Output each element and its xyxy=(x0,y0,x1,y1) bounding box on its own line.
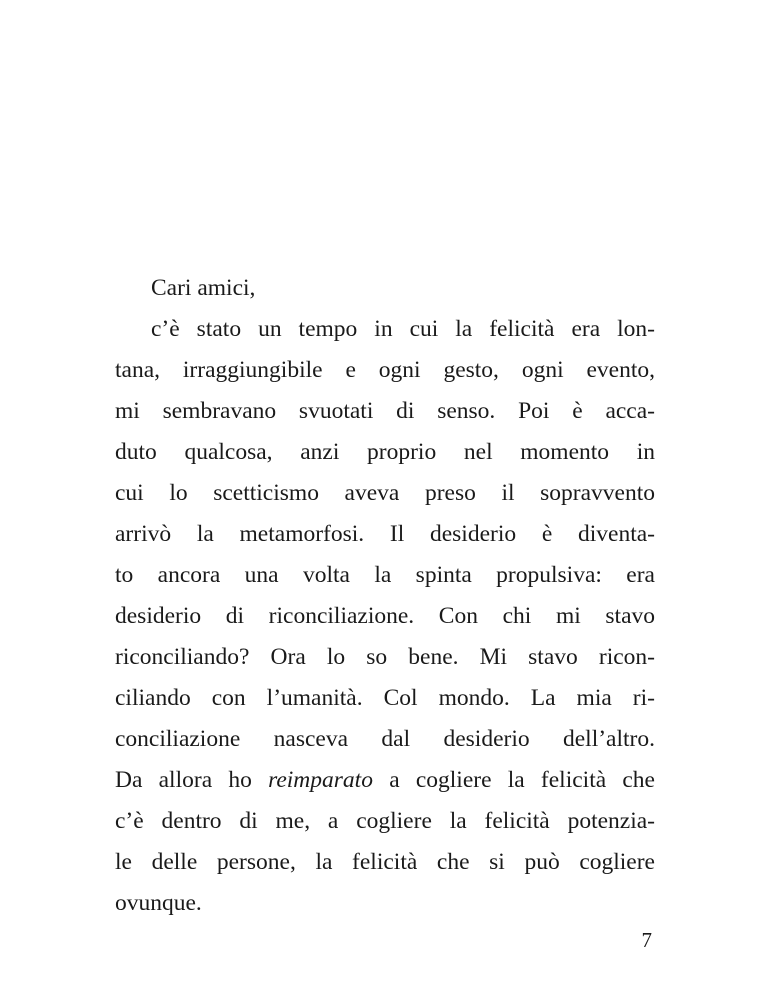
text-line-with-italic xyxy=(115,760,655,801)
body-text xyxy=(115,268,655,924)
text-line: ovunque. xyxy=(115,890,202,916)
text-line: c’è stato un tempo in cui la felicità era lon- xyxy=(151,316,655,342)
text-line: riconciliando? Ora lo so bene. Mi stavo ricon- xyxy=(115,644,655,670)
text-line: le delle persone, la felicità che si può cogliere xyxy=(115,849,655,875)
text-fragment: a cogliere la felicità che xyxy=(372,767,655,793)
salutation: Cari amici, xyxy=(151,275,256,301)
text-line: to ancora una volta la spinta propulsiva: era xyxy=(115,562,655,588)
text-line: desiderio di riconciliazione. Con chi mi stavo xyxy=(115,603,655,629)
text-line: duto qualcosa, anzi proprio nel momento in xyxy=(115,439,655,465)
text-line: c’è dentro di me, a cogliere la felicità potenzia- xyxy=(115,808,655,834)
text-line: ciliando con l’umanità. Col mondo. La mia ri- xyxy=(115,685,655,711)
text-line: mi sembravano svuotati di senso. Poi è acca- xyxy=(115,398,655,424)
text-line: conciliazione nasceva dal desiderio dell’altro. xyxy=(115,726,655,752)
text-fragment: Da allora ho xyxy=(115,767,269,793)
italic-word: reimparato xyxy=(268,767,373,793)
text-line: tana, irraggiungibile e ogni gesto, ogni evento, xyxy=(115,357,655,383)
text-line: arrivò la metamorfosi. Il desiderio è diventa- xyxy=(115,521,655,547)
page-number: 7 xyxy=(641,928,652,952)
text-line: cui lo scetticismo aveva preso il sopravvento xyxy=(115,480,655,506)
